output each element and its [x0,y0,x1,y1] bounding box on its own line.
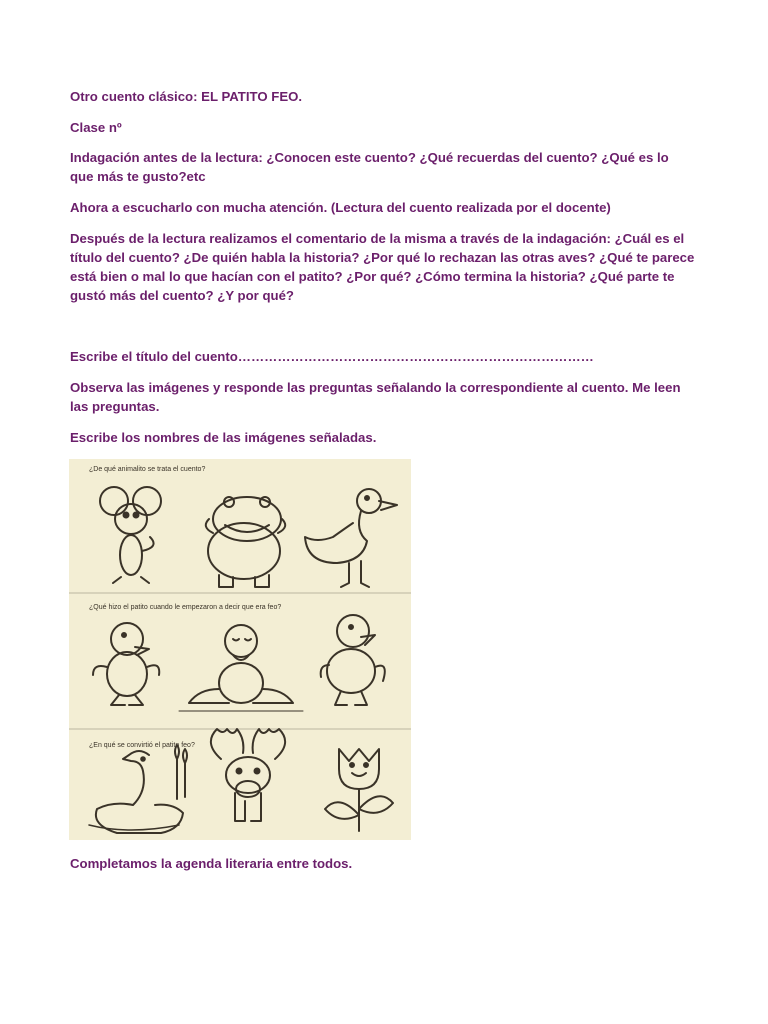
duck-icon [305,489,397,587]
hippo-icon [206,497,285,587]
inquiry-before-paragraph: Indagación antes de la lectura: ¿Conocen este cuento? ¿Qué recuerdas del cuento? ¿Qué es lo que más te gusto?etc [70,150,669,184]
listen-paragraph: Ahora a escucharlo con mucha atención. (Lectura del cuento realizada por el docente) [70,200,611,215]
worksheet-question-2: ¿Qué hizo el patito cuando le empezaron a decir que era feo? [89,604,282,611]
moose-icon [211,729,285,821]
tulip-icon [325,749,393,831]
worksheet-question-1: ¿De qué animalito se trata el cuento? [89,466,206,473]
class-number-line: Clase nº [70,120,122,135]
after-reading-paragraph: Después de la lectura realizamos el comentario de la misma a través de la indagación: ¿Cuál es el título del cuento? ¿De quién habla la historia? ¿Por qué lo rechazan las otras aves? ¿Qué te parece está bien o mal lo que hacían con el patito? ¿Por qué? ¿Cómo termina la historia? ¿Qué parte te gustó más del cuento? ¿Y por qué? [70,231,695,303]
worksheet-image [69,459,411,840]
write-names-line: Escribe los nombres de las imágenes señaladas. [70,430,377,445]
mouse-icon [100,487,161,583]
write-title-line: Escribe el título del cuento……………………………………………………………………… [70,349,594,364]
swan-icon [89,745,187,833]
duckling-crying-icon [179,625,303,711]
worksheet-question-3: ¿En qué se convirtió el patito feo? [89,742,195,749]
document-title-line: Otro cuento clásico: EL PATITO FEO. [70,89,303,104]
agenda-line: Completamos la agenda literaria entre todos. [70,856,353,871]
duckling-dancing-icon [93,623,159,705]
duckling-happy-icon [321,615,385,705]
observe-paragraph: Observa las imágenes y responde las preguntas señalando la correspondiente al cuento. Me leen las preguntas. [70,380,681,414]
